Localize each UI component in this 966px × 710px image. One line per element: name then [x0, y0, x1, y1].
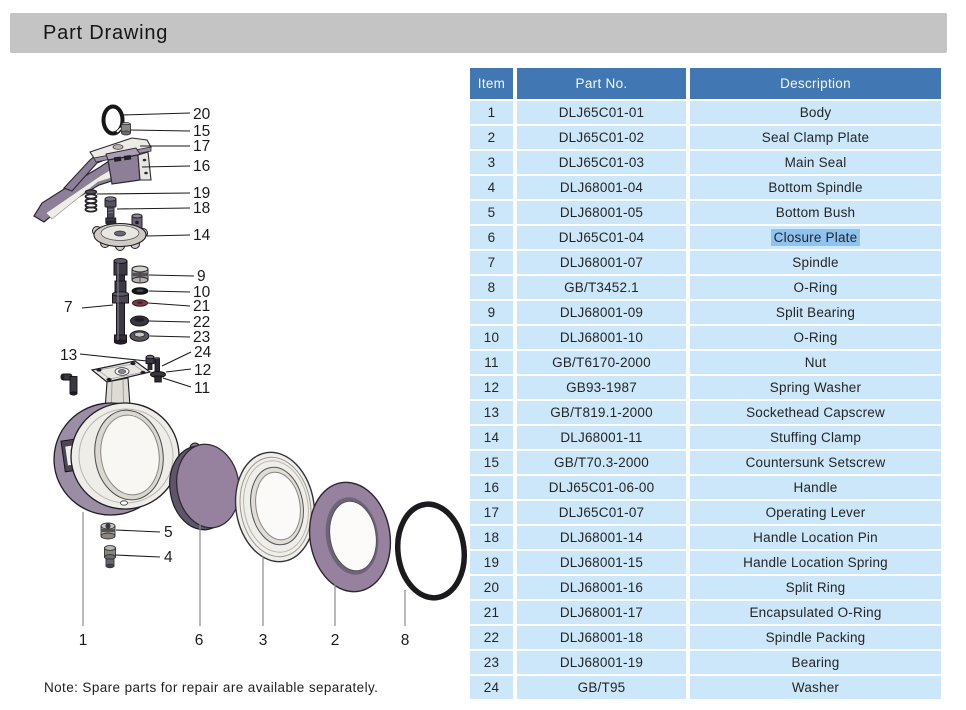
- cell-description: [690, 526, 941, 549]
- cell-description: [690, 176, 941, 199]
- cell-part-no: DLJ65C01-06-00: [517, 476, 686, 499]
- description-text: Handle Location Spring: [743, 555, 888, 570]
- table-row: [470, 426, 941, 449]
- page-title: Part Drawing: [43, 21, 169, 44]
- spindle-packing: [131, 316, 149, 326]
- cell-item: 3: [470, 151, 513, 174]
- cell-description: [690, 426, 941, 449]
- cell-item: 13: [470, 401, 513, 424]
- callout-label-8: 8: [400, 632, 410, 649]
- cell-part-no: DLJ68001-04: [517, 176, 686, 199]
- cell-description: [690, 326, 941, 349]
- description-text: Encapsulated O-Ring: [749, 605, 882, 620]
- cell-item: 2: [470, 126, 513, 149]
- table-row: [470, 601, 941, 624]
- cell-part-no: GB/T3452.1: [517, 276, 686, 299]
- callout-label-6: 6: [194, 632, 204, 649]
- cell-description: [690, 476, 941, 499]
- cell-description: [690, 301, 941, 324]
- description-text: Spring Washer: [769, 380, 862, 395]
- table-row: [470, 276, 941, 299]
- cell-part-no: DLJ65C01-04: [517, 226, 686, 249]
- main-seal: [302, 476, 398, 597]
- cell-item: 16: [470, 476, 513, 499]
- cell-item: 4: [470, 176, 513, 199]
- valve-body: [47, 396, 186, 523]
- description-text: Nut: [804, 355, 827, 370]
- description-text: Spindle: [792, 255, 839, 270]
- description-text: Countersunk Setscrew: [745, 455, 886, 470]
- cell-part-no: DLJ65C01-03: [517, 151, 686, 174]
- callout-label-22: 22: [193, 314, 211, 331]
- description-text: Bottom Bush: [775, 205, 856, 220]
- handle-location-pin: [105, 197, 116, 225]
- l-shaped-pin: [61, 374, 78, 395]
- cell-part-no: DLJ68001-10: [517, 326, 686, 349]
- column-header-item: Item: [470, 68, 513, 99]
- table-row: [470, 626, 941, 649]
- description-text: Bottom Spindle: [768, 180, 863, 195]
- stuffing-clamp: [93, 214, 148, 251]
- table-row: [470, 376, 941, 399]
- table-header-row: [470, 68, 941, 99]
- description-text: Body: [799, 105, 832, 120]
- description-text: Closure Plate: [771, 229, 861, 246]
- table-row: [470, 101, 941, 124]
- cell-item: 23: [470, 651, 513, 674]
- callout-label-17: 17: [193, 138, 211, 155]
- seal-clamp-plate: [228, 447, 322, 568]
- callout-label-21: 21: [193, 298, 211, 315]
- cell-item: 21: [470, 601, 513, 624]
- cell-part-no: GB/T819.1-2000: [517, 401, 686, 424]
- cell-item: 15: [470, 451, 513, 474]
- callout-label-20: 20: [193, 106, 211, 123]
- cell-description: [690, 676, 941, 699]
- cell-description: [690, 451, 941, 474]
- table-row: [470, 176, 941, 199]
- cell-part-no: DLJ68001-15: [517, 551, 686, 574]
- cell-item: 20: [470, 576, 513, 599]
- cell-item: 11: [470, 351, 513, 374]
- table-row: [470, 301, 941, 324]
- cell-part-no: DLJ68001-05: [517, 201, 686, 224]
- callout-label-3: 3: [258, 632, 268, 649]
- cell-part-no: GB/T6170-2000: [517, 351, 686, 374]
- cell-part-no: GB/T95: [517, 676, 686, 699]
- table-row: [470, 651, 941, 674]
- description-text: Main Seal: [784, 155, 847, 170]
- cell-item: 1: [470, 101, 513, 124]
- table-row: [470, 676, 941, 699]
- bearing: [130, 331, 149, 341]
- cell-item: 10: [470, 326, 513, 349]
- column-header-part-no: Part No.: [517, 68, 686, 99]
- cell-part-no: GB93-1987: [517, 376, 686, 399]
- callout-label-16: 16: [193, 158, 211, 175]
- table-row: [470, 576, 941, 599]
- table-row: [470, 401, 941, 424]
- table-row: [470, 476, 941, 499]
- cell-item: 6: [470, 226, 513, 249]
- cell-item: 8: [470, 276, 513, 299]
- description-text: O-Ring: [793, 330, 838, 345]
- cell-item: 12: [470, 376, 513, 399]
- table-row: [470, 251, 941, 274]
- callout-label-4: 4: [164, 549, 173, 566]
- callout-label-1: 1: [78, 632, 88, 649]
- callout-label-12: 12: [194, 362, 212, 379]
- sockethead-capscrew: [146, 355, 154, 369]
- cell-description: [690, 201, 941, 224]
- cell-description: [690, 501, 941, 524]
- description-text: Spindle Packing: [765, 630, 866, 645]
- cell-item: 9: [470, 301, 513, 324]
- table-row: [470, 326, 941, 349]
- callout-label-5: 5: [164, 524, 173, 541]
- description-text: Sockethead Capscrew: [746, 405, 885, 420]
- description-text: Stuffing Clamp: [769, 430, 862, 445]
- cell-part-no: DLJ68001-07: [517, 251, 686, 274]
- callout-label-18: 18: [193, 200, 211, 217]
- cell-item: 24: [470, 676, 513, 699]
- cell-part-no: DLJ65C01-07: [517, 501, 686, 524]
- cell-part-no: DLJ68001-16: [517, 576, 686, 599]
- table-row: [470, 501, 941, 524]
- split-ring: [104, 107, 123, 134]
- cell-item: 7: [470, 251, 513, 274]
- description-text: Handle: [793, 480, 838, 495]
- cell-part-no: GB/T70.3-2000: [517, 451, 686, 474]
- cell-description: [690, 601, 941, 624]
- cell-item: 14: [470, 426, 513, 449]
- callout-label-2: 2: [330, 632, 340, 649]
- column-header-description: Description: [690, 68, 941, 99]
- cell-part-no: DLJ65C01-02: [517, 126, 686, 149]
- callout-label-24: 24: [194, 344, 212, 361]
- cell-description: [690, 126, 941, 149]
- split-bearing: [132, 266, 148, 283]
- note-text: Note: Spare parts for repair are available separately.: [44, 680, 379, 695]
- description-text: Split Ring: [785, 580, 846, 595]
- handle-block: [106, 148, 151, 184]
- description-text: Split Bearing: [775, 305, 856, 320]
- cell-description: [690, 351, 941, 374]
- table-row: [470, 351, 941, 374]
- cell-part-no: DLJ68001-17: [517, 601, 686, 624]
- description-text: Washer: [791, 680, 840, 695]
- cell-part-no: DLJ68001-18: [517, 626, 686, 649]
- cell-item: 18: [470, 526, 513, 549]
- description-text: Operating Lever: [765, 505, 866, 520]
- cell-part-no: DLJ68001-11: [517, 426, 686, 449]
- callout-label-13: 13: [60, 347, 78, 364]
- callout-label-10: 10: [193, 284, 211, 301]
- cell-description: [690, 226, 941, 249]
- cell-description: [690, 151, 941, 174]
- cell-description: [690, 551, 941, 574]
- callout-label-19: 19: [193, 185, 211, 202]
- cell-description: [690, 401, 941, 424]
- cell-description: [690, 651, 941, 674]
- cell-description: [690, 626, 941, 649]
- description-text: Bearing: [791, 655, 840, 670]
- cell-item: 5: [470, 201, 513, 224]
- spindle: [113, 259, 129, 345]
- callout-label-11: 11: [194, 380, 211, 397]
- body-o-ring: [393, 500, 470, 601]
- cell-part-no: DLJ68001-19: [517, 651, 686, 674]
- cell-item: 19: [470, 551, 513, 574]
- cell-item: 17: [470, 501, 513, 524]
- callout-label-14: 14: [193, 227, 211, 244]
- table-row: [470, 201, 941, 224]
- bottom-spindle-part: [105, 546, 116, 568]
- callout-label-7: 7: [64, 299, 73, 316]
- cell-item: 22: [470, 626, 513, 649]
- table-row: [470, 226, 941, 249]
- table-row: [470, 451, 941, 474]
- callout-label-9: 9: [197, 268, 206, 285]
- callout-label-15: 15: [193, 123, 211, 140]
- encapsulated-o-ring: [133, 300, 148, 306]
- bottom-bush-screw: [101, 523, 115, 539]
- cell-description: [690, 101, 941, 124]
- description-text: Seal Clamp Plate: [761, 130, 870, 145]
- table-row: [470, 151, 941, 174]
- table-row: [470, 526, 941, 549]
- cell-part-no: DLJ68001-14: [517, 526, 686, 549]
- handle-location-spring: [86, 190, 97, 212]
- cell-part-no: DLJ68001-09: [517, 301, 686, 324]
- cell-description: [690, 576, 941, 599]
- countersunk-setscrew: [121, 123, 130, 136]
- cell-description: [690, 376, 941, 399]
- cell-description: [690, 251, 941, 274]
- description-text: O-Ring: [793, 280, 838, 295]
- cell-description: [690, 276, 941, 299]
- table-row: [470, 551, 941, 574]
- cell-part-no: DLJ65C01-01: [517, 101, 686, 124]
- table-row: [470, 126, 941, 149]
- description-text: Handle Location Pin: [753, 530, 878, 545]
- parts-table: [466, 66, 945, 701]
- spindle-o-ring: [132, 288, 148, 295]
- callout-label-23: 23: [193, 329, 211, 346]
